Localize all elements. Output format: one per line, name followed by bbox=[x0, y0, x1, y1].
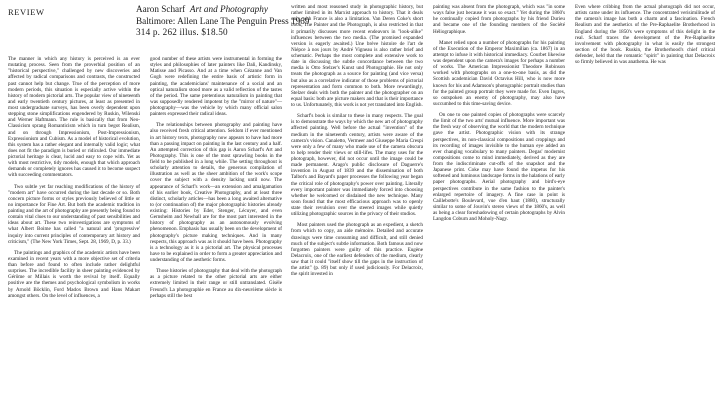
paragraph: The paintings and graphics of the academic artists have been examined in recent years with a more objective set of criteria than before and found to often include rather delightful surprises. The incredible facility in sheer painting evidenced by Gérôme or Millais is worth the revival by itself. Equally positive are the themes and psychological symbolism in works by Arnold Böcklin, Ford Madox Brown and Hans Makart amongst others. On the level of influences, a bbox=[8, 249, 140, 299]
text-column-2 bbox=[150, 56, 282, 304]
paragraph: Even where cribbing from the actual photograph did not occur, artists came under its influence. The concentrated verisimilitude of the camera's image has both a charm and a fascination. French Realism and the aesthetics of the Pre-Raphaelite Brotherhood in England during the 1850's were symptoms of this delight in the real. Scharf traces the development of the Pre-Raphaelite involvement with photography in what is easily the strongest section of the book. Ruskin, the Brotherhood's chief critical defender, held that the romantic "spirit" in painting that Delacroix so firmly believed in was anathema. He was bbox=[575, 4, 715, 66]
paragraph: Scharf's book is similar to these in many respects. The goal is to demonstrate the ways by which the new art of photography affected painting. Well before the actual "invention" of the medium in the nineteenth century, artists were aware of the camera's vision. Canaletto, Vermeer and Giuseppe Maria Crespi were only a few of many who made use of the camera obscura to help render their views or still-lifes. The many uses for the photograph, however, did not occur until the image could be made permanent. Arago's public disclosure of Daguerre's invention in August of 1839 and the dissemination of both Talbot's and Bayard's paper processes the following year began the critical role of photography's power over painting. Literally every important painter was immediately forced into choosing whether he welcomed or disdained the new technique. Many soon found that the most efficacious approach was to openly state their revulsion over the steered images while quietly utilizing photographic sources in the privacy of their studios. bbox=[291, 113, 423, 218]
book-title: Art and Photography bbox=[189, 4, 268, 14]
text-column-4 bbox=[433, 4, 565, 227]
paragraph: written and most reasoned study in photographic history, but rather limited in its Marxist approach to history. That it deals only with France is also a limitation. Van Deren Coke's short book, The Painter and the Photograph, is also restricted in that it primarily discusses more recent endeavors in "look-alike" influences between the two media. (The promised expanded version is eagerly awaited.) Une brève histoire de l'art de Niépce à nos jours by André Vigneau is also rather brief and schematic. Perhaps the most complete and extensive work to date in discussing the subtle concordance between the two media is Otto Stelzer's Kunst und Photographie. He not only treats the photograph as a source for painting (and vice versa) but also as a correlative indicator of those problems of pictorial representation and form common to both. More rewardingly, Stelzer deals with both the painter and the photographer on an equal basis: both are picture makers and that is their importance to us. Unfortunately, this work is not yet translated into English. bbox=[291, 4, 423, 108]
paragraph: The relationships between photography and painting have also received fresh critical attention. Seldom if ever mentioned in art history texts, photography now appears to have had more than a passing impact on painting in the last century and a half. An attempted correction of this gap is Aaron Scharf's Art and Photography. This is one of the most sprawling books in the field to be published in a long while. The setting throughout is scholarly attention to details, the generous compilation of illustration as well as the sheer ambition of the work's scope cover the subject with a density lacking until now. The appearance of Scharf's work—an extension and amalgamation of his earlier book, Creative Photography, and at least three distinct, scholarly articles—has been a long awaited alternative to (or continuation of) the major photographic histories already existing: Histories by Eder, Stenger, Lécuyer, and even Gernsheim and Newhall are for the most part interested in the history of photography as an autonomously evolving phenomenon. Emphasis has usually been on the development of photography's picture making techniques. And in many respects, this approach was as it should have been. Photography is a technology as it is a pictorial art. The physical processes have to be explained in order to form a greater appreciation and understanding of the aesthetic forms. bbox=[150, 122, 282, 263]
book-author: Aaron Scharf bbox=[136, 4, 186, 14]
text-column-3 bbox=[291, 4, 423, 282]
section-label: REVIEW bbox=[8, 7, 45, 17]
paragraph: painting was absent from the photograph, which was "in some ways false just because it was so exact." Yet during the 1860's he continually copied from photographs by his friend Durieu and became one of the founding members of the Société Héliographique. bbox=[433, 4, 565, 35]
paragraph: Those histories of photography that deal with the photograph as a picture related to the other pictorial arts are either extremely limited in their range or still untranslated. Gisèle Freund's La photographie en France au dix-neuvième siècle is perhaps still the best bbox=[150, 268, 282, 299]
paragraph: On one to one painted copies of photographs were scarcely the limit of the two arts' mutual influence. More important was the fresh way of observing the world that the modern technique gave the artist. Photographic vision with its strange perspectives, its non-classical compositions and croppings and its recording of images invisible to the human eye added an ever changing vocabulary to many painters. Degas' modernist compositions come to mind immediately, derived as they are from the indiscriminate cut-offs of the snapshot and the Japanese print. Coke may have found the impetus for his softened and luminous landscape forms in the halations of early paper photographs. Aerial photography and bird's-eye perspectives contribute in the same fashion to the painter's enlarged repertoire of imagery. A fine case in point is Caillebotte's Boulevard, vue d'en haut (1880), structurally similar to some of Jouvin's stereo views of the 1860's, as well as being a clear foreshadowing of certain photographs by Alvin Langdon Coburn and Moholy-Nagy. bbox=[433, 112, 565, 223]
publisher-line: Baltimore: Allen Lane The Penguin Press 1969 bbox=[136, 15, 310, 26]
paragraph: Two subtle yet far reaching modifications of the history of "modern art" have occurred during the last decade or so. Both concern picture forms or styles previously believed of little or no importance for Fine Art. But both the academic tradition in painting and the art of photography are presently being found to contain vital clues to our understanding of past sensibilities and ideas about art. These two reinvestigations are symptoms of what Albert Boime has called "a natural and 'progressive' inquiry into current principles of contemporary art history and criticism," (The New York Times, Sept. 28, 1969, D, p. 33.) bbox=[8, 183, 140, 245]
paragraph: The manner in which any history is perceived is an ever mutating process. Seen from the proverbial position of an "historical perspective," challenged by new discoveries and affected by radical comparisons and contrasts, the constructed past cannot help but change. True of the perception of more modern periods, this situation is especially active within the history of modern pictorial arts. The popular view of nineteenth and early twentieth century pictures, at least as presented in most undergraduate surveys, has been overly dependent upon stepping stone simplifications engendered by Ruskin, Wilenski and Werner Haftmann. The rule is basically that from Neo-Classicism sprang Romanticism which in turn begot Realism, and on through Impressionism, Post-Impressionism, Expressionism and Cubism. As a model of historical evolution, this system has a rather elegant and internally valid logic; what does not fit the paradigm is buried or ridiculed. Our immediate pictorial heritage is clear, lucid and easy to cope with. Yet as with most restrictive, tidy models, enough that which approach demands or completely ignores has caused it to become suspect with succeeding commentators. bbox=[8, 56, 140, 179]
book-details: 314 p. 262 illus. $18.50 bbox=[136, 27, 228, 38]
paragraph: good number of these artists were instrumental in forming the styles and philosophies of later painters like Dali, Kandinsky, Matisse and Picasso. And at a time when Cézanne and Van Gogh were redefining the entire basis of artistic form in painting, the academicians' maintenance of a social and an optical naturalism stood more as a valid reflection of the tastes of the period. The same pretentious naturalism in painting that was supposedly rendered impotent by the "mirror of nature"—photography—was the vehicle by which many official salon painters expressed their radical ideas. bbox=[150, 56, 282, 118]
text-column-5 bbox=[575, 4, 715, 70]
paragraph: Most painters used the photograph as an expedient, a sketch from which to copy, an aide mémoire. Detailed and accurate drawings were time consuming and difficult, and still denied much of the subject's subtle information. Both famous and now forgotten painters were guilty of this practice. Eugène Delacroix, one of the earliest defenders of the medium, clearly saw that it could "itself show till the gaps in the instruction of the artist" (p. 89) but only if used judiciously. For Delacroix, the spirit invested in bbox=[291, 222, 423, 278]
paragraph: Manet relied upon a number of photographs for his painting of the Execution of the Emperor Maximilian (ca. 1867) in an attempt to infuse it with historical immediacy. Courbet likewise was dependent upon the camera's images for perhaps a number of works. The American Impressionist Theodore Robinson worked with photographs on a one-to-one basis, as did the Scottish academician David Octavius Hill, who is now more known for his and Adamson's photographic portrait studies than for the painted group portrait they were made for. Even Ingres, so outspoken an enemy of photography, may also have succumbed to this time-saving device. bbox=[433, 39, 565, 107]
text-column-1 bbox=[8, 56, 140, 304]
